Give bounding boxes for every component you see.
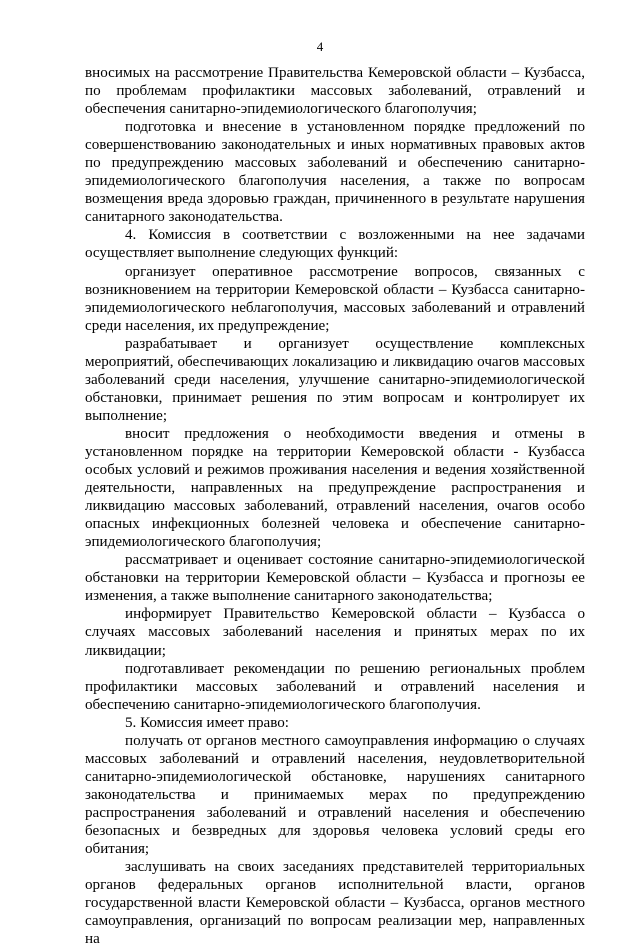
paragraph: получать от органов местного самоуправления информацию о случаях массовых заболеваний и отравлений населения, неудовлетворительной санитарно-эпидемиологической обстановке, нарушениях санитарного законодательства и принимаемых мерах по предупреждению распространения заболеваний и отравлений населения и обеспечению безопасных и безвредных для здоровья человека условий среды его обитания;	[85, 732, 585, 858]
paragraph: заслушивать на своих заседаниях представителей территориальных органов федеральных органов исполнительной власти, органов государственной власти Кемеровской области – Кузбасса, органов местного самоуправления, организаций по вопросам реализации мер, направленных на	[85, 859, 585, 948]
paragraph: организует оперативное рассмотрение вопросов, связанных с возникновением на территории Кемеровской области – Кузбасса санитарно-эпидемиологического неблагополучия, массовых заболеваний и отравлений среди населения, их предупреждение;	[85, 263, 585, 334]
paragraph: подготавливает рекомендации по решению региональных проблем профилактики массовых заболеваний и отравлений населения и обеспечению санитарно-эпидемиологического благополучия.	[85, 660, 585, 713]
paragraph: разрабатывает и организует осуществление комплексных мероприятий, обеспечивающих локализацию и ликвидацию очагов массовых заболеваний среди населения, улучшение санитарно-эпидемиологической обстановки, принимает решения по этим вопросам и контролирует их выполнение;	[85, 335, 585, 424]
paragraph: подготовка и внесение в установленном порядке предложений по совершенствованию законодательных и иных нормативных правовых актов по предупреждению массовых заболеваний и обеспечению санитарно-эпидемиологического благополучия населения, а также по вопросам возмещения вреда здоровью граждан, причиненного в результате нарушения санитарного законодательства.	[85, 119, 585, 226]
section-heading-5: 5. Комиссия имеет право:	[125, 714, 289, 731]
paragraph: информирует Правительство Кемеровской области – Кузбасса о случаях массовых заболеваний населения и принятых мерах по их ликвидации;	[85, 606, 585, 659]
paragraph-continued: вносимых на рассмотрение Правительства Кемеровской области – Кузбасса, по проблемам профилактики массовых заболеваний, отравлений и обеспечения санитарно-эпидемиологического благополучия;	[85, 65, 585, 118]
document-body	[85, 64, 585, 948]
paragraph: рассматривает и оценивает состояние санитарно-эпидемиологической обстановки на территории Кемеровской области – Кузбасса и прогнозы ее изменения, а также выполнение санитарного законодательства;	[85, 552, 585, 605]
page-number: 4	[316, 39, 324, 54]
paragraph: вносит предложения о необходимости введения и отмены в установленном порядке на территории Кемеровской области - Кузбасса особых условий и режимов проживания населения и ведения хозяйственной деятельности, направленных на предупреждение распространения и ликвидацию массовых заболеваний, отравлений населения, очагов особо опасных инфекционных болезней человека и обеспечение санитарно-эпидемиологического благополучия;	[85, 425, 585, 551]
section-heading-4: 4. Комиссия в соответствии с возложенными на нее задачами осуществляет выполнение следующих функций:	[85, 227, 585, 262]
